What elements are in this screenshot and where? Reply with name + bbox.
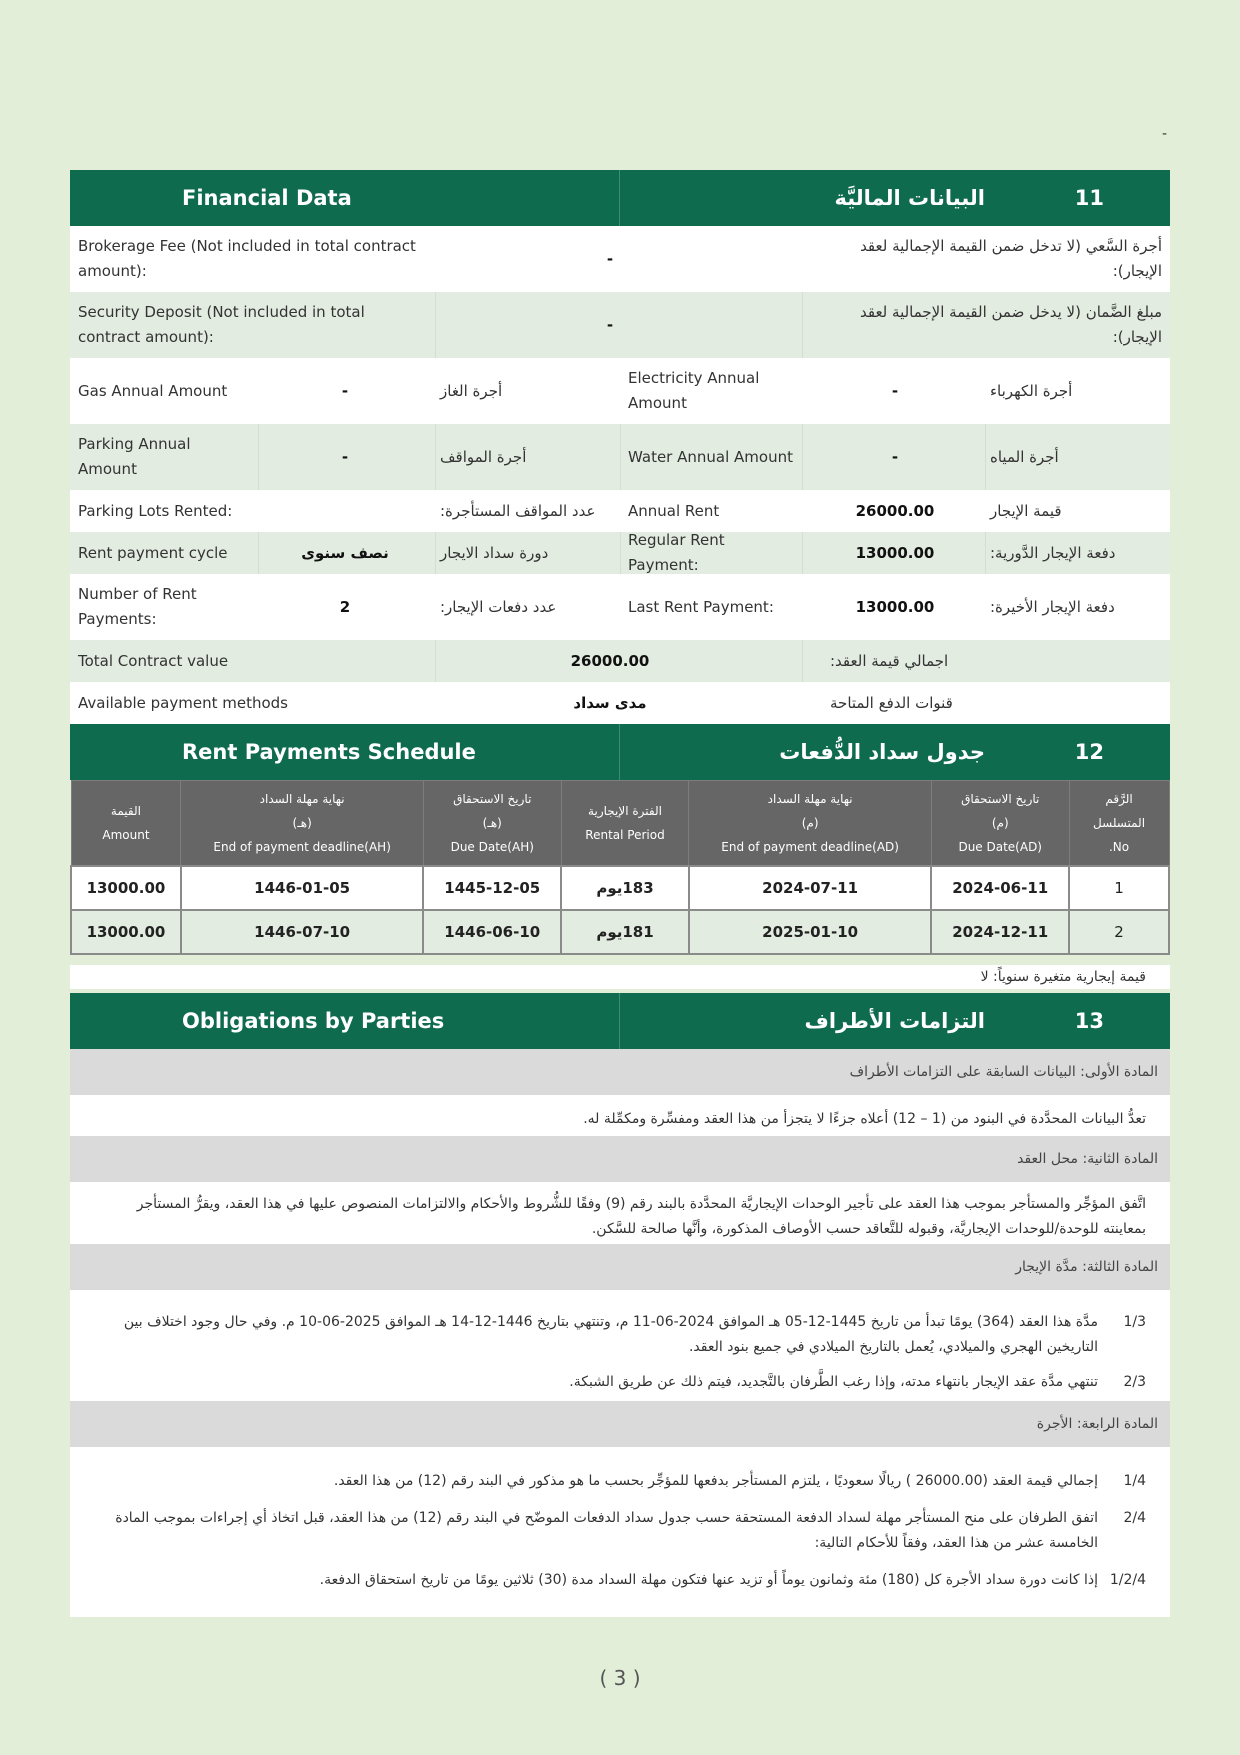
num-payments-value: 2: [339, 597, 351, 616]
cell-due-ad: 2024-12-11: [931, 910, 1069, 954]
brokerage-label-en: Brokerage Fee (Not included in total contract amount):: [78, 237, 416, 280]
water-label-en: Water Annual Amount: [628, 447, 793, 466]
section-12-title-ar: جدول سداد الدُّفعات: [779, 740, 985, 764]
schedule-header-row: [71, 781, 1169, 867]
methods-value: مدى سداد: [573, 693, 647, 712]
parking-lots-label-en: Parking Lots Rented:: [78, 501, 233, 520]
section-11-title-ar: البيانات الماليَّة: [834, 186, 985, 210]
cell-amount: 13000.00: [71, 866, 181, 910]
cell-due-ah: 1446-06-10: [423, 910, 561, 954]
header-due-ad: تاريخ الاستحقاق (م) Due Date(AD): [931, 781, 1069, 867]
payments-schedule-table: [70, 780, 1170, 955]
brokerage-row: [70, 226, 1170, 292]
article-1-text: تعدُّ البيانات المحدَّدة في البنود من (1 – 12) أعلاه جزءًا لا يتجزأ من هذا العقد ومفسِّرة ومكمِّلة له.: [583, 1111, 1146, 1127]
cycle-regular-row: [70, 532, 1170, 574]
brokerage-label-ar: أجرة السَّعي (لا تدخل ضمن القيمة الإجمالية لعقد الإيجار):: [860, 237, 1162, 280]
water-value: -: [891, 447, 899, 466]
electricity-value: -: [891, 381, 899, 400]
annual-rent-label-en: Annual Rent: [628, 501, 720, 520]
table-row: [71, 910, 1169, 954]
total-value: 26000.00: [570, 651, 650, 670]
header-end-ad: نهاية مهلة السداد (م) End of payment deadline(AD): [689, 781, 931, 867]
cell-end-ah: 1446-07-10: [181, 910, 423, 954]
deposit-label-en: Security Deposit (Not included in total contract amount):: [78, 303, 365, 346]
article-3-body: [70, 1290, 1170, 1401]
lots-rent-row: [70, 490, 1170, 532]
header-period: الفترة الإيجارية Rental Period: [561, 781, 689, 867]
parking-lots-value: [270, 490, 420, 532]
payment-cycle-value: نصف سنوى: [301, 543, 389, 562]
clause-4-2-number: 2/4: [1123, 1510, 1146, 1526]
last-payment-value: 13000.00: [855, 597, 935, 616]
cell-period: 181يوم: [561, 910, 689, 954]
article-2-body: [70, 1182, 1170, 1244]
cell-no: 2: [1069, 910, 1169, 954]
top-dash: -: [1162, 126, 1168, 142]
parking-label-ar: أجرة المواقف: [440, 447, 527, 466]
regular-payment-label-ar: دفعة الإيجار الدَّورية:: [990, 543, 1116, 562]
clause-4-2-1: [70, 1568, 1170, 1593]
section-11-title-en: Financial Data: [182, 186, 352, 210]
annual-rent-value: 26000.00: [855, 501, 935, 520]
clause-3-2-text: تنتهي مدَّة عقد الإيجار بانتهاء مدته، وإذا رغب الطَّرفان بالتَّجديد، فيتم ذلك عن طريق الشبكة.: [569, 1374, 1098, 1390]
payment-cycle-label-en: Rent payment cycle: [78, 543, 228, 562]
deposit-row: [70, 292, 1170, 358]
num-last-row: [70, 574, 1170, 640]
deposit-label-ar: مبلغ الضَّمان (لا يدخل ضمن القيمة الإجمالية لعقد الإيجار):: [859, 303, 1162, 346]
gas-label-en: Gas Annual Amount: [78, 381, 228, 400]
cell-due-ad: 2024-06-11: [931, 866, 1069, 910]
parking-lots-label-ar: عدد المواقف المستأجرة:: [440, 501, 596, 520]
clause-3-2-number: 2/3: [1123, 1374, 1146, 1390]
clause-3-1-number: 1/3: [1123, 1314, 1146, 1330]
gas-electricity-row: [70, 358, 1170, 424]
brokerage-value: -: [606, 249, 614, 268]
cell-end-ad: 2025-01-10: [689, 910, 931, 954]
article-3-title: المادة الثالثة: مدَّة الإيجار: [70, 1244, 1170, 1290]
contract-page: [70, 170, 1170, 1617]
clause-4-2: [70, 1506, 1170, 1556]
clause-4-1-number: 1/4: [1123, 1473, 1146, 1489]
article-4-body: [70, 1447, 1170, 1617]
table-row: [71, 866, 1169, 910]
header-end-ah: نهاية مهلة السداد (هـ) End of payment deadline(AH): [181, 781, 423, 867]
section-12-header: [70, 724, 1170, 780]
total-label-ar: اجمالي قيمة العقد:: [830, 651, 949, 670]
clause-4-2-1-number: 1/2/4: [1109, 1572, 1146, 1588]
clause-4-1-text: إجمالي قيمة العقد (26000.00 ) ريالًا سعوديًا ، يلتزم المستأجر بدفعها للمؤجِّر بحسب ما هو مذكور في البند رقم (12) من هذا العقد.: [333, 1473, 1098, 1489]
section-11-header: [70, 170, 1170, 226]
methods-label-ar: قنوات الدفع المتاحة: [830, 693, 953, 712]
section-13-header: [70, 993, 1170, 1049]
clause-4-2-1-text: إذا كانت دورة سداد الأجرة كل (180) مئة وثمانون يوماً أو تزيد عنها فتكون مهلة السداد مدة (30) ثلاثين يومًا من تاريخ استحقاق الدفعة.: [319, 1572, 1098, 1588]
section-12-number: 12: [1074, 740, 1104, 764]
parking-water-row: [70, 424, 1170, 490]
article-1-body: [70, 1095, 1170, 1136]
total-row: [70, 640, 1170, 682]
water-label-ar: أجرة المياه: [990, 447, 1059, 466]
section-11-number: 11: [1074, 186, 1104, 210]
clause-3-2: [70, 1370, 1170, 1395]
gas-label-ar: أجرة الغاز: [440, 381, 503, 400]
clause-3-1-text: مدَّة هذا العقد (364) يومًا تبدأ من تاريخ 1445-12-05 هـ الموافق 2024-06-11 م، وتنتهي بتاريخ 1446-12-14 هـ الموافق 2025-06-10 م. وفي حال وجود اختلاف بين التاريخين الهجري والميلادي، يُعمل بالتاريخ الميلادي في جميع بنود العقد.: [123, 1314, 1098, 1355]
annual-rent-label-ar: قيمة الإيجار: [990, 501, 1062, 520]
payment-cycle-label-ar: دورة سداد الايجار: [440, 543, 549, 562]
methods-label-en: Available payment methods: [78, 693, 288, 712]
article-2-text: اتَّفق المؤجِّر والمستأجر بموجب هذا العقد على تأجير الوحدات الإيجاريَّة المحدَّدة بالبند رقم (9) وفقًا للشُّروط والأحكام والالتزامات المنصوص عليها في هذا العقد، ويقرُّ المستأجر بمعاينته للوحدة/للوحدات الإيجاريَّة، وقبوله للتَّعاقد حسب الأوصاف المذكورة، وأنَّها صالحة للسَّكن.: [136, 1196, 1146, 1237]
num-payments-label-en: Number of Rent Payments:: [78, 585, 197, 628]
article-4-title: المادة الرابعة: الأجرة: [70, 1401, 1170, 1447]
page-number: ( 3 ): [599, 1666, 641, 1690]
header-due-ah: تاريخ الاستحقاق (هـ) Due Date(AH): [423, 781, 561, 867]
last-payment-label-en: Last Rent Payment:: [628, 597, 774, 616]
header-amount: القيمة Amount: [71, 781, 181, 867]
section-13-number: 13: [1074, 1009, 1104, 1033]
section-13-title-ar: التزامات الأطراف: [804, 1009, 985, 1033]
electricity-label-ar: أجرة الكهرباء: [990, 381, 1073, 400]
methods-row: [70, 682, 1170, 724]
gas-value: -: [341, 381, 349, 400]
regular-payment-value: 13000.00: [855, 543, 935, 562]
clause-3-1: [70, 1310, 1170, 1360]
cell-due-ah: 1445-12-05: [423, 866, 561, 910]
electricity-label-en: Electricity Annual Amount: [628, 369, 760, 412]
deposit-value: -: [606, 315, 614, 334]
section-13-title-en: Obligations by Parties: [182, 1009, 445, 1033]
regular-payment-label-en: Regular Rent Payment:: [628, 531, 725, 574]
cell-period: 183يوم: [561, 866, 689, 910]
num-payments-label-ar: عدد دفعات الإيجار:: [440, 597, 557, 616]
article-1-title: المادة الأولى: البيانات السابقة على التزامات الأطراف: [70, 1049, 1170, 1095]
total-label-en: Total Contract value: [78, 651, 229, 670]
variable-rent-note: قيمة إيجارية متغيرة سنوياً: لا: [70, 965, 1170, 989]
article-2-title: المادة الثانية: محل العقد: [70, 1136, 1170, 1182]
cell-no: 1: [1069, 866, 1169, 910]
section-12-title-en: Rent Payments Schedule: [182, 740, 476, 764]
clause-4-2-text: اتفق الطرفان على منح المستأجر مهلة لسداد الدفعة المستحقة حسب جدول سداد الدفعات الموضّح في البند رقم (12) من هذا العقد، قبل اتخاذ أي إجراءات بموجب المادة الخامسة عشر من هذا العقد، وفقاً للأحكام التالية:: [115, 1510, 1098, 1551]
parking-label-en: Parking Annual Amount: [78, 435, 191, 478]
cell-end-ah: 1446-01-05: [181, 866, 423, 910]
header-no: الرَّقم المتسلسل .No: [1069, 781, 1169, 867]
cell-amount: 13000.00: [71, 910, 181, 954]
cell-end-ad: 2024-07-11: [689, 866, 931, 910]
last-payment-label-ar: دفعة الإيجار الأخيرة:: [990, 597, 1115, 616]
clause-4-1: [70, 1469, 1170, 1494]
parking-value: -: [341, 447, 349, 466]
